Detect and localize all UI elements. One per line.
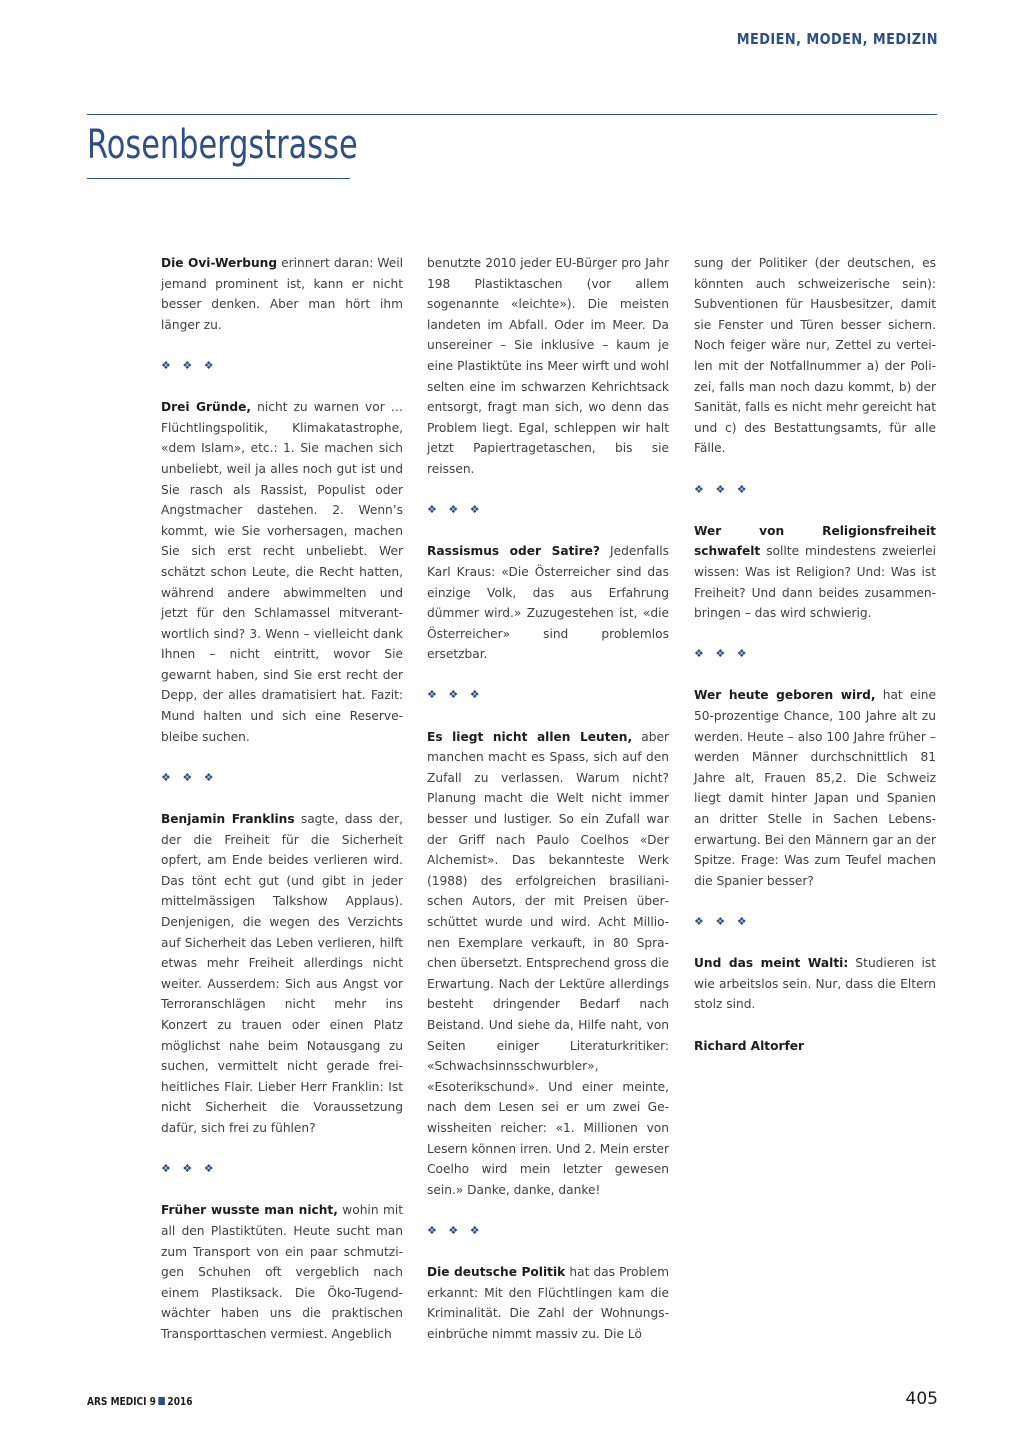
paragraph-text: aber manchen macht es Spass, sich auf den Zufall zu verlassen. Warum nicht? Planung macht die Welt nicht immer besser und lustiger. So ein Zufall war der Griff nach Paulo Coelhos «Der Alchemist». Das bekannteste Werk (1988) des erfolgreichen brasilianischen Autors, der mit Preisen überschüttet wurde und wird. Acht Millionen Exemplare verkauft, in 80 Sprachen übersetzt. Entsprechend gross die Erwartung. Nach der Lektüre allerdings besteht dringender Bedarf nach Beistand. Und siehe da, Hilfe naht, von Seiten einiger Literaturkritiker: «Schwachsinnsschwurbler», «Esoterikschund». Und einer meinte, nach dem Lesen sei er um zwei Gewissheiten reicher: «1. Millionen von Lesern können irren. Und 2. Mein erster Coelho wird mein letzter gewesen sein.» Danke, danke, danke! [427, 729, 669, 1197]
paragraph-text: wohin mit all den Plastiktüten. Heute sucht man zum Transport von ein paar schmutzigen Schuhen oft vergeblich nach einem Plastiksack. Die Öko-Tugendwächter haben uns die praktischen Transporttaschen vermiest. Angeblich [161, 1203, 403, 1341]
paragraph [161, 397, 403, 747]
ornament-divider: ❖ ❖ ❖ [694, 915, 751, 928]
ornament-divider: ❖ ❖ ❖ [694, 647, 751, 661]
paragraph [427, 253, 669, 480]
paragraph-lead: Die deutsche Politik [427, 1265, 566, 1280]
ornament-divider: ❖ ❖ ❖ [427, 1223, 484, 1237]
ornament-divider: ❖ ❖ ❖ [161, 1162, 218, 1176]
journal-name: ARS MEDICI 9 [87, 1395, 156, 1408]
paragraph [427, 727, 669, 1201]
paragraph-text: benutzte 2010 jeder EU-Bürger pro Jahr 198 Plastiktaschen (vor allem sogenannte «leichte»). Die meisten landeten im Abfall. Oder im Meer. Da unsereiner – Sie inklusive – kaum je eine Plastiktüte ins Meer wirft und wohl selten eine im schwarzen Kehrichtsack entsorgt, fragt man sich, wo denn das Problem liegt. Egal, schleppen wir halt jetzt Papiertragetaschen, bis sie reissen. [427, 256, 669, 476]
paragraph-text: sung der Politiker (der deutschen, es könnten auch schweizerische sein): Subventionen für Hausbesitzer, damit sie Fenster und Türen besser sichern. Noch feiger wäre nur, Zettel zu verteilen mit der Notfallnummer a) der Polizei, falls man noch dazu kommt, b) der Sanität, falls es nicht mehr gereicht hat und c) des Bestattungsamts, für alle Fälle. [694, 256, 936, 456]
paragraph-lead: Drei Gründe, [161, 400, 252, 415]
ornament-divider: ❖ ❖ ❖ [161, 358, 218, 372]
paragraph [694, 685, 936, 891]
page-title: Rosenbergstrasse [87, 122, 358, 168]
ornament-divider: ❖ ❖ ❖ [427, 688, 484, 702]
paragraph-lead: Es liegt nicht allen Leuten, [427, 729, 633, 744]
paragraph-text: sagte, dass der, der die Freiheit für die Sicherheit opfert, am Ende beides verlieren wird. Das tönt echt gut (und gibt in jeder mittelmässigen Talkshow Applaus). Denjenigen, die wegen des Verzichts auf Sicherheit das Leben verlieren, hilft etwas mehr Freiheit allerdings nicht weiter. Ausserdem: Sich aus Angst vor Terroranschlägen nicht mehr ins Konzert zu trauen oder einen Platz möglichst nahe beim Notausgang zu suchen, vermittelt nicht gerade freiheitliches Flair. Lieber Herr Franklin: Ist nicht Sicherheit die Voraussetzung dafür, sich frei zu fühlen? [161, 812, 403, 1135]
journal-year: 2016 [167, 1395, 193, 1408]
page-number: 405 [905, 1389, 938, 1409]
paragraph-lead: Rassismus oder Satire? [427, 544, 600, 559]
square-separator-icon [158, 1397, 165, 1405]
paragraph-text: Jedenfalls Karl Kraus: «Die Österreicher sind das einzige Volk, das aus Erfahrung dümmer wird.» Zuzugestehen ist, «die Österreicher» sind problemlos ersetzbar. [427, 544, 669, 662]
ornament-divider: ❖ ❖ ❖ [161, 770, 218, 784]
section-header: MEDIEN, MODEN, MEDIZIN [736, 30, 938, 48]
paragraph-lead: Die Ovi-Werbung [161, 256, 278, 270]
ornament-divider: ❖ ❖ ❖ [694, 482, 751, 496]
ornament-divider: ❖ ❖ ❖ [427, 503, 484, 517]
paragraph-text: nicht zu warnen vor … Flüchtlingspolitik, Klimakatastrophe, «dem Islam», etc.: 1. Sie machen sich unbeliebt, weil ja alles noch gut ist und Sie rasch als Rassist, Populist oder Angstmacher dastehen. 2. Wenn’s kommt, wie Sie vorhersagen, machen Sie sich erst recht unbeliebt. Wer schätzt schon Leute, die Recht hatten, während andere abwimmelten und jetzt für den Schlamassel mitverantwortlich sind? 3. Wenn – vielleicht dank Ihnen – nicht eintritt, wovor Sie gewarnt haben, sind Sie erst recht der Depp, der alles dramatisiert hat. Fazit: Mund halten und sich eine Reservebleibe suchen. [161, 400, 403, 744]
author-signature: Richard Altorfer [694, 1038, 805, 1053]
paragraph [161, 1200, 403, 1344]
paragraph-text: hat eine 50-prozentige Chance, 100 Jahre alt zu werden. Heute – also 100 Jahre früher – werden Männer durchschnittlich 81 Jahre alt, Frauen 85,2. Die Schweiz liegt damit hinter Japan und Spanien an dritter Stelle in Sachen Lebenserwartung. Bei den Männern gar an der Spitze. Frage: Was zum Teufel machen die Spanier besser? [694, 688, 936, 888]
paragraph-text: erinnert daran: Weil jemand prominent ist, kann er nicht besser denken. Aber man hört ihm länger zu. [161, 256, 404, 332]
column-3 [694, 253, 936, 1077]
paragraph-text: sollte mindestens zweierlei wissen: Was ist Religion? Und: Was ist Freiheit? Und dann beides zusammenbringen – das wird schwierig. [694, 544, 936, 621]
column-1 [161, 253, 403, 1365]
paragraph [427, 1262, 669, 1344]
paragraph-text: hat das Problem erkannt: Mit den Flüchtlingen kam die Kriminalität. Die Zahl der Wohnungseinbrüche nimmt massiv zu. Die Lö [427, 1265, 669, 1341]
paragraph [694, 521, 936, 624]
column-2 [427, 253, 669, 1365]
paragraph-lead: Wer von Religionsfreiheit schwafelt [694, 523, 936, 559]
paragraph [161, 809, 403, 1139]
paragraph [161, 253, 403, 335]
paragraph-lead: Und das meint Walti: [694, 956, 849, 971]
journal-footer [87, 1395, 193, 1408]
paragraph-lead: Früher wusste man nicht, [161, 1203, 338, 1218]
paragraph-text: Studieren ist wie arbeitslos sein. Nur, dass die Eltern stolz sind. [694, 956, 936, 1012]
top-rule [87, 114, 937, 115]
title-underline [87, 178, 350, 179]
paragraph-lead: Wer heute geboren wird, [694, 688, 876, 703]
paragraph-lead: Benjamin Franklins [161, 812, 295, 827]
paragraph [694, 953, 936, 1015]
paragraph [427, 541, 669, 665]
paragraph [694, 253, 936, 459]
